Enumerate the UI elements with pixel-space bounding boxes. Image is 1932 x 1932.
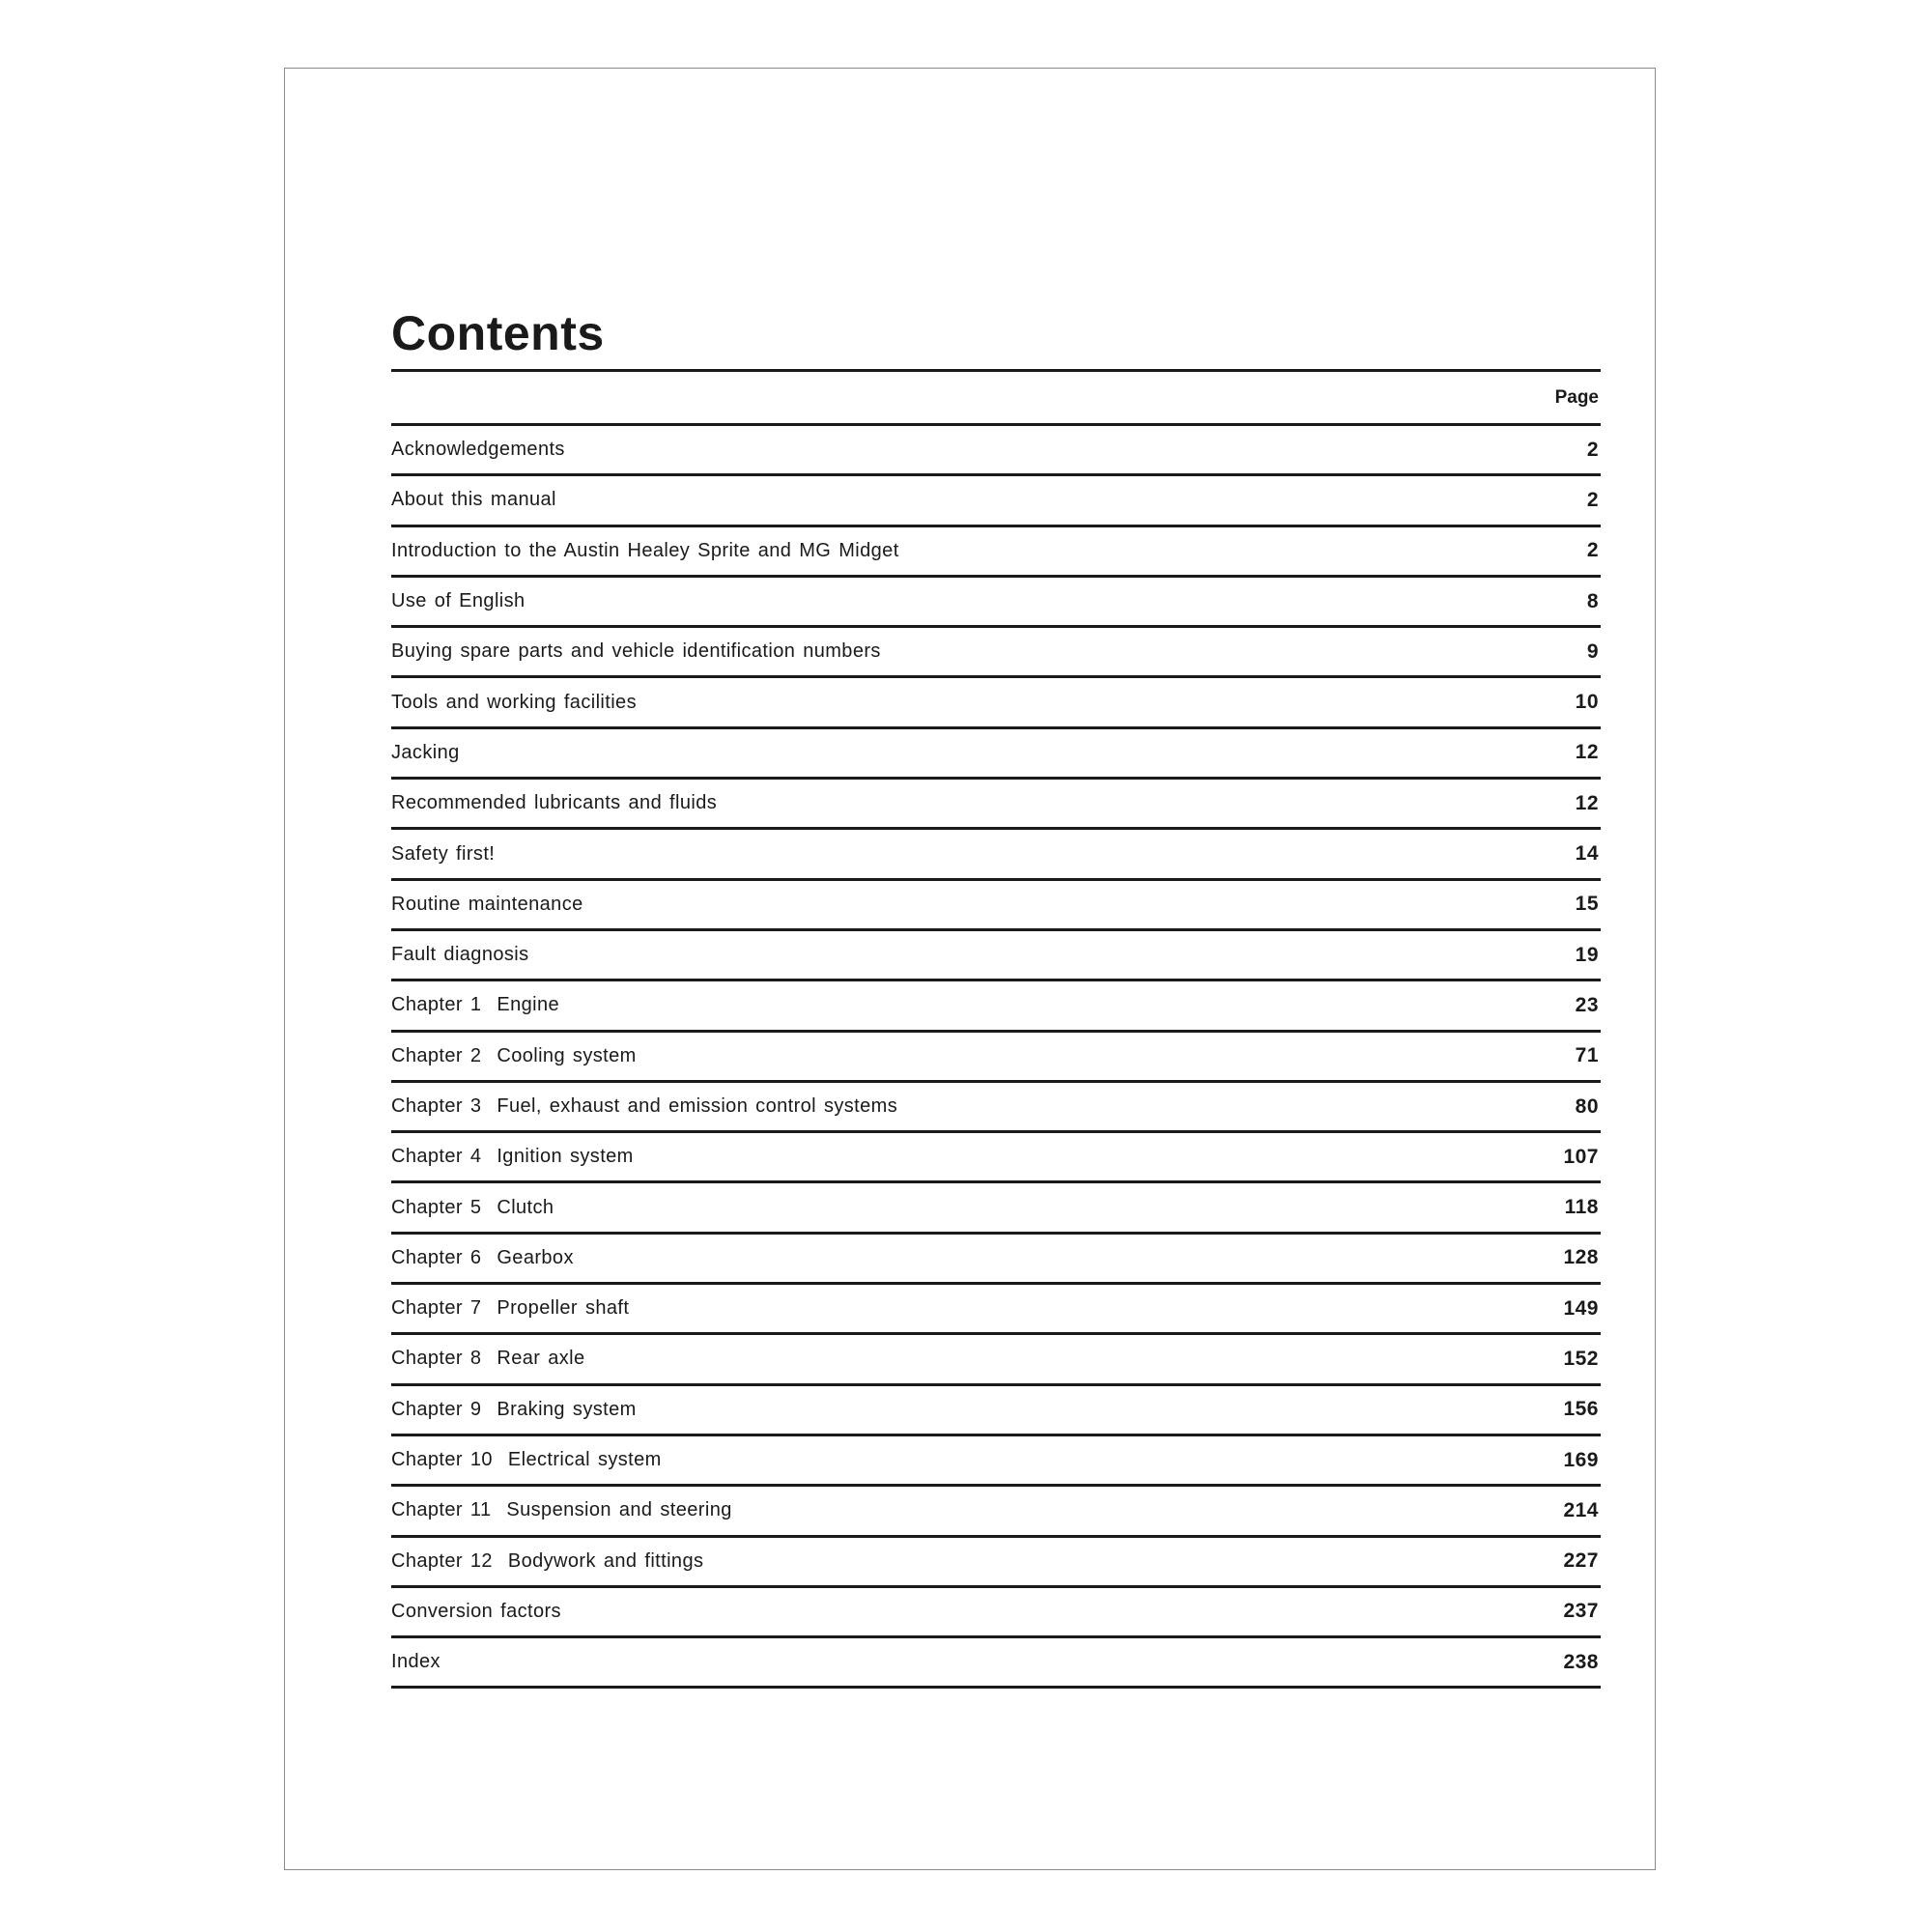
entry-page-number: 23 — [1575, 993, 1599, 1016]
entry-title: Chapter 6 Gearbox — [391, 1246, 574, 1268]
entry-page-number: 118 — [1564, 1196, 1599, 1219]
entry-title: Chapter 11 Suspension and steering — [391, 1499, 732, 1521]
contents-entry — [391, 726, 1601, 777]
entry-page-number: 10 — [1575, 691, 1599, 714]
contents-section — [391, 299, 1601, 1689]
contents-entry — [391, 575, 1601, 625]
contents-entry — [391, 473, 1601, 524]
entry-title: About this manual — [391, 489, 556, 511]
entry-title: Acknowledgements — [391, 439, 565, 461]
entry-page-number: 107 — [1563, 1145, 1599, 1168]
entry-page-number: 12 — [1575, 791, 1599, 814]
entry-page-number: 71 — [1575, 1044, 1599, 1067]
entry-page-number: 149 — [1563, 1296, 1599, 1320]
entry-page-number: 169 — [1563, 1448, 1599, 1471]
contents-entry — [391, 1180, 1601, 1231]
contents-entry — [391, 1232, 1601, 1282]
entry-title: Use of English — [391, 590, 526, 612]
entry-title: Routine maintenance — [391, 893, 583, 915]
entry-page-number: 156 — [1563, 1398, 1599, 1421]
entry-page-number: 238 — [1563, 1650, 1599, 1673]
contents-entry — [391, 827, 1601, 877]
entry-page-number: 80 — [1575, 1094, 1599, 1118]
entry-title: Jacking — [391, 741, 460, 763]
page-column-label: Page — [1554, 386, 1599, 408]
entry-title: Chapter 12 Bodywork and fittings — [391, 1549, 704, 1572]
page-column-header — [391, 372, 1601, 423]
entry-title: Introduction to the Austin Healey Sprite and MG Midget — [391, 539, 899, 561]
entry-page-number: 152 — [1563, 1347, 1599, 1370]
contents-entry — [391, 979, 1601, 1029]
entry-title: Chapter 3 Fuel, exhaust and emission control systems — [391, 1095, 898, 1117]
entry-page-number: 15 — [1575, 893, 1599, 916]
entry-title: Chapter 2 Cooling system — [391, 1044, 637, 1066]
entry-page-number: 8 — [1586, 589, 1599, 612]
entry-page-number: 14 — [1575, 842, 1599, 866]
contents-entry — [391, 675, 1601, 725]
entry-page-number: 19 — [1575, 943, 1599, 966]
entry-page-number: 214 — [1563, 1498, 1599, 1521]
entry-title: Index — [391, 1651, 440, 1673]
contents-entry — [391, 1434, 1601, 1484]
entry-title: Chapter 4 Ignition system — [391, 1146, 634, 1168]
entry-page-number: 9 — [1586, 639, 1599, 663]
contents-entry — [391, 1030, 1601, 1080]
page-title: Contents — [391, 306, 605, 360]
contents-entry — [391, 777, 1601, 827]
entry-title: Conversion factors — [391, 1600, 561, 1622]
entry-title: Chapter 5 Clutch — [391, 1196, 554, 1218]
contents-entry — [391, 1080, 1601, 1130]
contents-entry — [391, 1282, 1601, 1332]
contents-entry — [391, 1383, 1601, 1434]
entry-page-number: 2 — [1586, 539, 1599, 562]
contents-entry — [391, 878, 1601, 928]
entry-title: Fault diagnosis — [391, 944, 529, 966]
entry-title: Chapter 9 Braking system — [391, 1398, 637, 1420]
contents-entry — [391, 1130, 1601, 1180]
contents-entry — [391, 525, 1601, 575]
entry-title: Recommended lubricants and fluids — [391, 792, 718, 814]
contents-entry — [391, 625, 1601, 675]
entry-page-number: 237 — [1563, 1600, 1599, 1623]
entry-page-number: 128 — [1563, 1246, 1599, 1269]
entry-title: Buying spare parts and vehicle identification numbers — [391, 640, 881, 663]
contents-entry — [391, 928, 1601, 979]
contents-entry — [391, 1635, 1601, 1689]
contents-entry — [391, 1484, 1601, 1534]
entry-page-number: 12 — [1575, 741, 1599, 764]
entry-title: Tools and working facilities — [391, 691, 637, 713]
entry-title: Chapter 1 Engine — [391, 994, 560, 1016]
contents-entry — [391, 423, 1601, 473]
entry-page-number: 2 — [1586, 438, 1599, 461]
contents-list — [391, 423, 1601, 1689]
contents-entry — [391, 1535, 1601, 1585]
entry-title: Chapter 10 Electrical system — [391, 1449, 662, 1471]
entry-title: Chapter 8 Rear axle — [391, 1348, 585, 1370]
contents-entry — [391, 1332, 1601, 1382]
entry-page-number: 227 — [1563, 1549, 1599, 1573]
entry-page-number: 2 — [1586, 488, 1599, 511]
entry-title: Chapter 7 Propeller shaft — [391, 1297, 630, 1320]
entry-title: Safety first! — [391, 842, 496, 865]
contents-entry — [391, 1585, 1601, 1635]
